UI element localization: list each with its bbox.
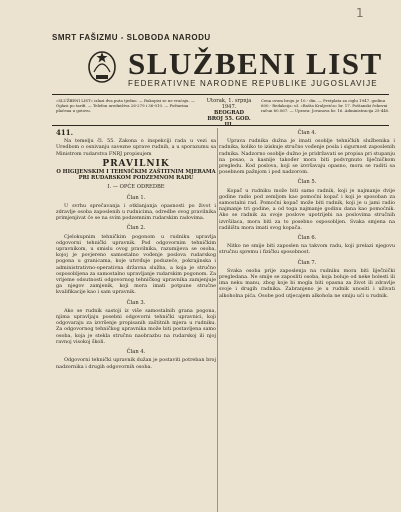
article-text: Cjelokupnim tehničkim pogonom u rudniku upravlja odgovorni tehnički upravnik. Pod odgovornim tehničkim upravnikom, u smislu ovog pravilnika, razumijeva se osoba, kojoj je povjereno samostalno vođenje poslova rudarskog pogona u granicama, koje utvrđuje poduzeće, pokrajinska i administrativno-operativna državna služba, a koja je stručno osposobljena za samostalno upravljanje rudarskim pogonom. Za vrijeme odsutnosti odgovornog tehničkog upravnika zamjenjuje ga njegov zamjenik, koji mora imati potpune stručne kvalifikacije kao i sam upravnik.	[56, 233, 216, 296]
header-rule-top	[52, 94, 389, 95]
price-info: Cena ovom broju je 10.- din. — Pretplata za ciglu 1947. godinu 600.- Redakcija: ul. »Bašta Kraljevića« br. 17. Poštanski čekovni račun 60.067. — Uprava: Jovanova br. 16. Administracija 25-440.	[261, 98, 390, 114]
article-heading: Član 7.	[297, 259, 317, 266]
article-text: Nitko ne smije biti zaposlen na takvom radu, koji prelazi njegovu stručnu spremu i fizičku sposobnost.	[219, 243, 395, 256]
header-rule-bottom	[52, 125, 389, 126]
column-divider	[217, 128, 218, 512]
state-emblem-icon	[87, 48, 117, 84]
issue-date: Utorak, 1. srpnja 1947.	[206, 98, 252, 110]
document-title: PRAVILNIK	[102, 158, 170, 169]
page-number: 1	[356, 6, 364, 20]
article-heading: Član 6.	[297, 235, 317, 242]
issue-city: BEOGRAD	[213, 110, 245, 116]
article-heading: Član 2.	[126, 225, 146, 232]
article-text: Odgovorni tehnički upravnik dužan je postaviti potreban broj nadzornika i drugih odgovornih osoba.	[56, 357, 216, 370]
article-text: U svrhu sprečavanja i otklanjanja opasnosti po život i zdravlje osoba zaposlenih u rudnicima, odredbe ovog pravilnika primjenjivat će se na svim podzemnim rudarskim radovima.	[56, 202, 216, 222]
publication-info: »SLUŽBENI LIST« izlazi dva puta tjedno. — Rukopisi se ne vraćaju. — Oglasi po tarifi. — Telefon uredništva 26-279 i 36-010. — Poštarina plaćena u gotovu.	[56, 98, 195, 114]
article-heading: Član 1.	[126, 194, 146, 201]
issue-info	[203, 98, 255, 128]
masthead-slogan: SMRT FAŠIZMU - SLOBODA NARODU	[52, 33, 211, 42]
article-text: Uprava rudnika dužna je imati osoblje tehničkih službenika i radnika, koliko to iziskuje stručno vođenje posla i sigurnost zaposlenih radnika. Nadzorno osoblje dužno je pridržavati se propisa pri stupanju na posao, a kasnije također mora biti podvrgnuto liječničkom pregledu. Kod poslova, koji se izvršavaju opasno, mora se raditi sa posebnom pažnjom i pod nadzorom.	[219, 138, 395, 176]
left-column	[56, 130, 216, 370]
issue-number: BROJ 55. GOD.	[207, 116, 251, 122]
article-text: Ako se rudnik sastoji iz više samostalnih grana pogona, njima upravljaju posebni odgovorni tehnički upravnici, koji odgovaraju za izvršenje propisanih zaštitnih mjera u rudniku. Za odgovornog tehničkog upravnika može biti postavljena samo osoba, koja je stekla stručnu naobrazbu na rudarskoj ili njoj ravnoj visokoj školi.	[56, 307, 216, 345]
article-text: Svaka osoba prije zaposlenja na rudniku mora biti liječnički pregledana. Ne smije se zaposliti osoba, koja boluje od neke bolesti ili ima neku manu, zbog koje bi mogla biti opasna za život ili zdravlje svoje i drugih radnika. Zabranjeno je u rudnik unositi i uživati alkoholna pića. Osobe pod utjecajem alkohola ne smiju ući u rudnik.	[219, 267, 395, 299]
article-heading: Član 3.	[126, 299, 146, 306]
article-heading: Član 5.	[297, 179, 317, 186]
masthead-title: SLUŽBENI LIST	[128, 46, 383, 81]
article-heading: Član 4.	[126, 349, 146, 356]
preamble: Na temelju čl. 55. Zakona o inspekciji rada u vezi sa Uredbom o osnivanju savezne uprave rudnih, a u sporazumu sa Ministrom rudarstva FNRJ propisujem	[56, 138, 216, 157]
right-column	[219, 130, 395, 299]
article-text: Kopač u rudniku može biti samo radnik, koji je najmanje dvije godine radio pod zemljom kao pomoćni kopač i koji je sposoban za samostalni rad. Pomoćni kopač može biti radnik, koji je u jami radio najmanje tri godine, a od toga najmanje godinu dana kao pomoćnik. Ako se radnik za svoje poslove upotrijebi na poslovima stručnih izvršilaca, mora biti za to posebno osposobljen. Svaka smjena na radilištu mora imati svog kopača.	[219, 187, 395, 231]
article-heading: Član 4.	[297, 130, 317, 136]
section-heading: I. — OPĆE ODREDBE	[107, 184, 165, 191]
document-subtitle: O HIGIJENSKIM I TEHNIČKIM ZAŠTITNIM MJERAMA PRI RUDARSKOM PODZEMNOM RADU	[56, 169, 216, 182]
masthead-subtitle: FEDERATIVNE NARODNE REPUBLIKE JUGOSLAVIJE	[128, 79, 378, 88]
act-number: 411.	[56, 128, 74, 137]
